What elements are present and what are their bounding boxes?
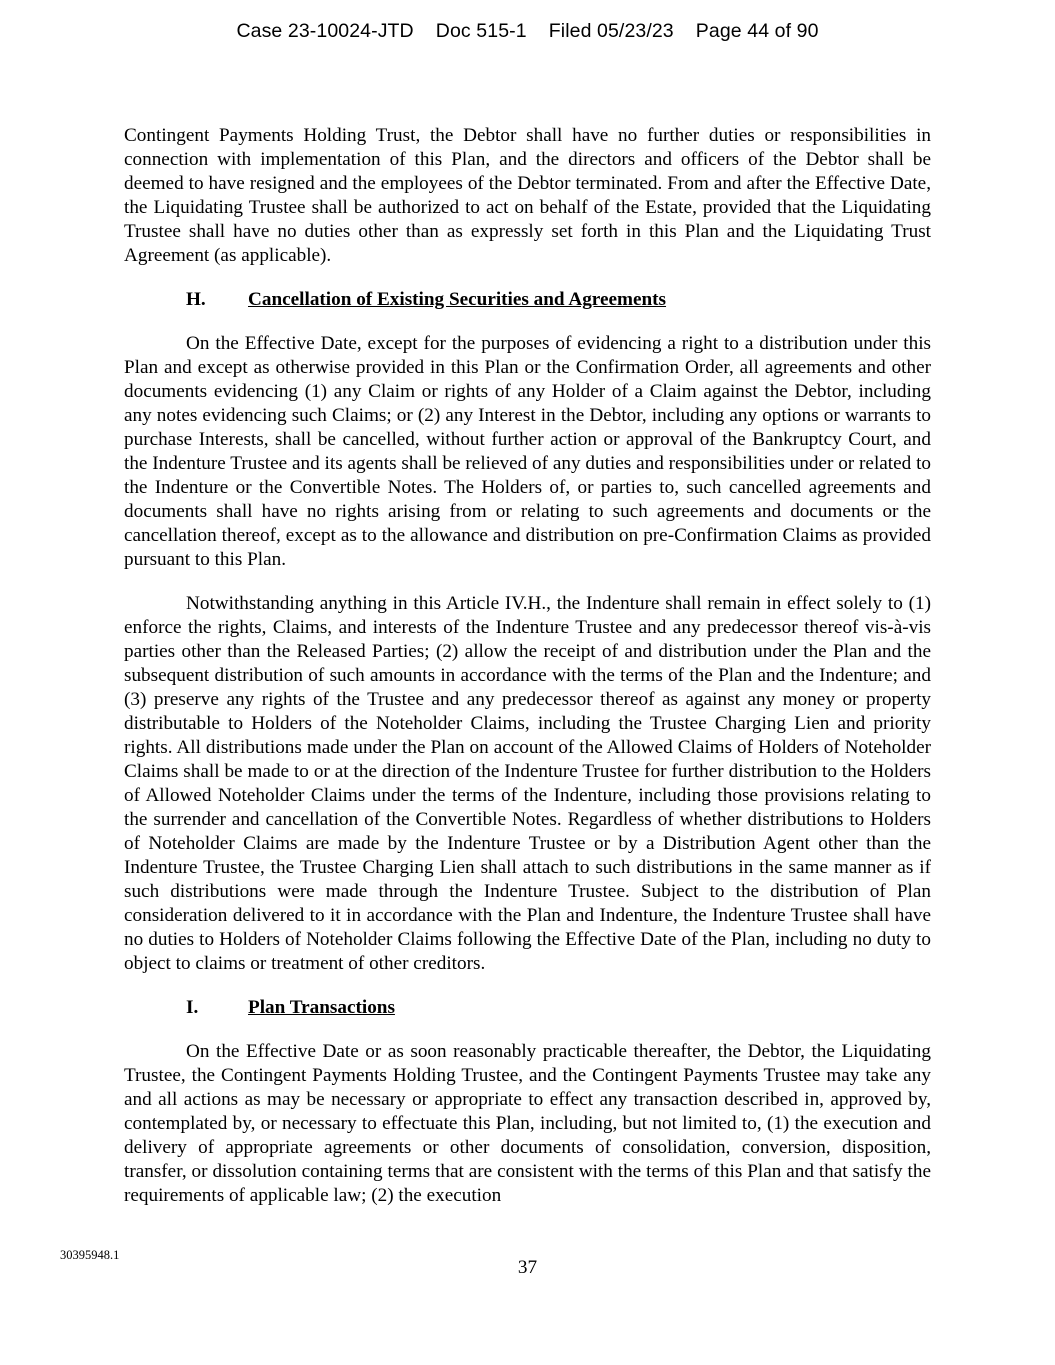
- paragraph-spacer: [124, 572, 931, 592]
- section-letter: I.: [186, 997, 199, 1018]
- section-title: Cancellation of Existing Securities and Agreements: [248, 289, 667, 310]
- document-body: [124, 124, 931, 1208]
- section-heading-h: [124, 288, 931, 312]
- page-number: 37: [517, 1257, 538, 1278]
- case-header: Case 23-10024-JTD Doc 515-1 Filed 05/23/23 Page 44 of 90: [236, 20, 819, 42]
- section-title: Plan Transactions: [248, 997, 395, 1018]
- paragraph-h-1: On the Effective Date, except for the purposes of evidencing a right to a distribution under this Plan and except as otherwise provided in this Plan or the Confirmation Order, all agreements and other documents evidencing (1) any Claim or rights of any Holder of a Claim against the Debtor, including any notes evidencing such Claims; or (2) any Interest in the Debtor, including any options or warrants to purchase Interests, shall be cancelled, without further action or approval of the Bankruptcy Court, and the Indenture Trustee and its agents shall be relieved of any duties and responsibilities under or related to the Indenture or the Convertible Notes. The Holders of, or parties to, such cancelled agreements and documents shall have no rights arising from or relating to such agreements and documents or the cancellation thereof, except as to the allowance and distribution on pre-Confirmation Claims as provided pursuant to this Plan.: [124, 333, 931, 570]
- paragraph-i-1: On the Effective Date or as soon reasonably practicable thereafter, the Debtor, the Liquidating Trustee, the Contingent Payments Holding Trustee, and the Contingent Payments Trustee may take any and all actions as may be necessary or appropriate to effect any transaction described in, approved by, contemplated by, or necessary to effectuate this Plan, including, but not limited to, (1) the execution and delivery of appropriate agreements or other documents of consolidation, conversion, disposition, transfer, or dissolution containing terms that are consistent with the terms of this Plan and that satisfy the requirements of applicable law; (2) the execution: [124, 1041, 931, 1206]
- document-id: 30395948.1: [60, 1248, 120, 1262]
- section-heading-i: [124, 996, 931, 1020]
- paragraph-intro: Contingent Payments Holding Trust, the Debtor shall have no further duties or responsibilities in connection with implementation of this Plan, and the directors and officers of the Debtor shall be deemed to have resigned and the employees of the Debtor terminated. From and after the Effective Date, the Liquidating Trustee shall be authorized to act on behalf of the Estate, provided that the Liquidating Trustee shall have no duties other than as expressly set forth in this Plan and the Liquidating Trust Agreement (as applicable).: [124, 125, 931, 266]
- paragraph-h-2: Notwithstanding anything in this Article IV.H., the Indenture shall remain in effect solely to (1) enforce the rights, Claims, and interests of the Indenture Trustee and any predecessor thereof vis-à-vis parties other than the Released Parties; (2) allow the receipt of and distribution under the Plan and the subsequent distribution of such amounts in accordance with the terms of the Plan and the Indenture; and (3) preserve any rights of the Trustee and any predecessor thereof as against any money or property distributable to Holders of the Noteholder Claims, including the Trustee Charging Lien and priority rights. All distributions made under the Plan on account of the Allowed Claims of Holders of Noteholder Claims shall be made to or at the direction of the Indenture Trustee for further distribution to the Holders of Allowed Noteholder Claims under the terms of the Indenture, including those provisions relating to the surrender and cancellation of the Convertible Notes. Regardless of whether distributions to Holders of Noteholder Claims are made by the Indenture Trustee or by a Distribution Agent other than the Indenture Trustee, the Trustee Charging Lien shall attach to such distributions in the same manner as if such distributions were made through the Indenture Trustee. Subject to the distribution of Plan consideration delivered to it in accordance with the Plan and Indenture, the Indenture Trustee shall have no duties to Holders of Noteholder Claims following the Effective Date of the Plan, including no duty to object to claims or treatment of other creditors.: [124, 593, 931, 974]
- section-letter: H.: [186, 289, 206, 310]
